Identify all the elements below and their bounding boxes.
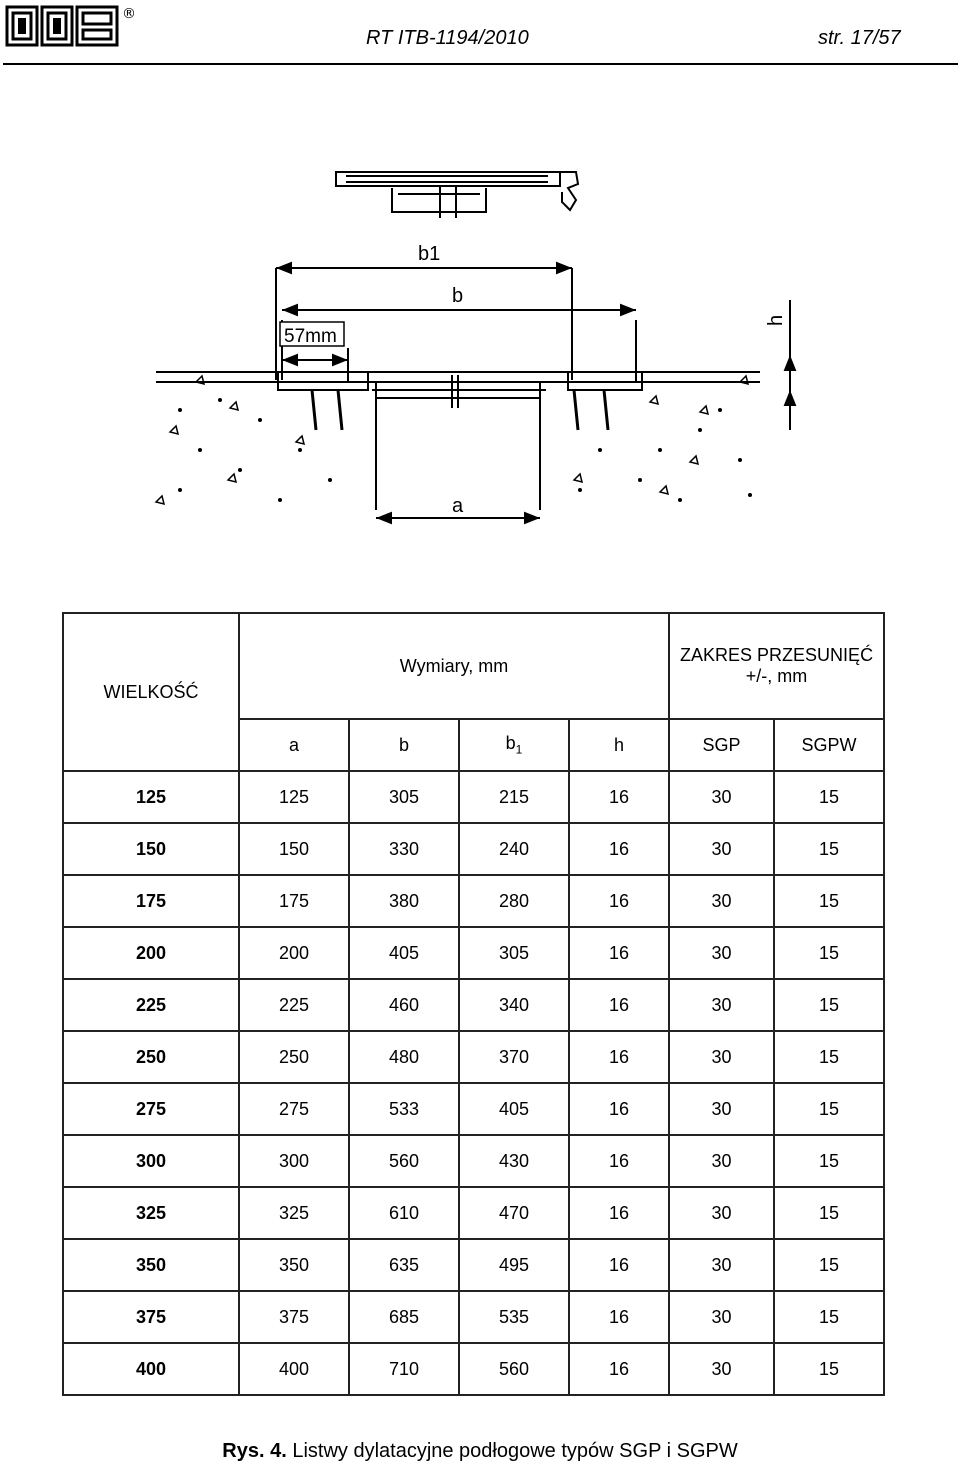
profile-top-view bbox=[336, 172, 560, 218]
value-cell: 350 bbox=[239, 1239, 349, 1291]
value-cell: 380 bbox=[349, 875, 459, 927]
value-cell: 340 bbox=[459, 979, 569, 1031]
value-cell: 635 bbox=[349, 1239, 459, 1291]
label-h: h bbox=[765, 314, 787, 326]
size-cell: 200 bbox=[63, 927, 239, 979]
value-cell: 15 bbox=[774, 927, 884, 979]
dimensions-table bbox=[62, 612, 885, 1396]
value-cell: 125 bbox=[239, 771, 349, 823]
value-cell: 30 bbox=[669, 1187, 774, 1239]
header-rule bbox=[3, 63, 958, 65]
value-cell: 470 bbox=[459, 1187, 569, 1239]
value-cell: 330 bbox=[349, 823, 459, 875]
value-cell: 15 bbox=[774, 1291, 884, 1343]
header-range: ZAKRES PRZESUNIĘĆ +/-, mm bbox=[669, 613, 884, 719]
technical-drawing bbox=[0, 150, 960, 550]
value-cell: 16 bbox=[569, 771, 669, 823]
value-cell: 275 bbox=[239, 1083, 349, 1135]
value-cell: 400 bbox=[239, 1343, 349, 1395]
value-cell: 370 bbox=[459, 1031, 569, 1083]
size-cell: 225 bbox=[63, 979, 239, 1031]
value-cell: 15 bbox=[774, 1031, 884, 1083]
value-cell: 16 bbox=[569, 1239, 669, 1291]
size-cell: 250 bbox=[63, 1031, 239, 1083]
size-cell: 325 bbox=[63, 1187, 239, 1239]
table-row bbox=[63, 1343, 884, 1395]
table-row bbox=[63, 979, 884, 1031]
value-cell: 405 bbox=[459, 1083, 569, 1135]
value-cell: 225 bbox=[239, 979, 349, 1031]
value-cell: 215 bbox=[459, 771, 569, 823]
value-cell: 495 bbox=[459, 1239, 569, 1291]
value-cell: 30 bbox=[669, 1343, 774, 1395]
value-cell: 305 bbox=[349, 771, 459, 823]
value-cell: 16 bbox=[569, 875, 669, 927]
size-cell: 275 bbox=[63, 1083, 239, 1135]
value-cell: 30 bbox=[669, 1083, 774, 1135]
page-number: str. 17/57 bbox=[818, 27, 901, 49]
value-cell: 240 bbox=[459, 823, 569, 875]
value-cell: 300 bbox=[239, 1135, 349, 1187]
value-cell: 610 bbox=[349, 1187, 459, 1239]
size-cell: 400 bbox=[63, 1343, 239, 1395]
subheader-b1: $b_1$ bbox=[459, 719, 569, 771]
page-header bbox=[0, 0, 960, 70]
value-cell: 685 bbox=[349, 1291, 459, 1343]
size-cell: 350 bbox=[63, 1239, 239, 1291]
caption-lead: Rys. 4. bbox=[222, 1440, 287, 1462]
table-row bbox=[63, 771, 884, 823]
value-cell: 16 bbox=[569, 927, 669, 979]
document-reference: RT ITB-1194/2010 bbox=[366, 27, 529, 49]
value-cell: 533 bbox=[349, 1083, 459, 1135]
value-cell: 480 bbox=[349, 1031, 459, 1083]
value-cell: 15 bbox=[774, 771, 884, 823]
header-dimensions: Wymiary, mm bbox=[239, 613, 669, 719]
value-cell: 405 bbox=[349, 927, 459, 979]
value-cell: 15 bbox=[774, 1187, 884, 1239]
value-cell: 30 bbox=[669, 1135, 774, 1187]
value-cell: 30 bbox=[669, 771, 774, 823]
value-cell: 16 bbox=[569, 1135, 669, 1187]
value-cell: 710 bbox=[349, 1343, 459, 1395]
table-row bbox=[63, 1291, 884, 1343]
table-row bbox=[63, 1239, 884, 1291]
size-cell: 150 bbox=[63, 823, 239, 875]
value-cell: 16 bbox=[569, 823, 669, 875]
subheader-b: b bbox=[349, 719, 459, 771]
subheader-a: a bbox=[239, 719, 349, 771]
value-cell: 535 bbox=[459, 1291, 569, 1343]
value-cell: 30 bbox=[669, 927, 774, 979]
value-cell: 560 bbox=[349, 1135, 459, 1187]
size-cell: 300 bbox=[63, 1135, 239, 1187]
table-row bbox=[63, 875, 884, 927]
value-cell: 30 bbox=[669, 979, 774, 1031]
value-cell: 15 bbox=[774, 875, 884, 927]
value-cell: 30 bbox=[669, 823, 774, 875]
value-cell: 325 bbox=[239, 1187, 349, 1239]
value-cell: 30 bbox=[669, 1031, 774, 1083]
value-cell: 16 bbox=[569, 1187, 669, 1239]
itb-logo bbox=[4, 4, 134, 48]
subheader-sgp: SGP bbox=[669, 719, 774, 771]
value-cell: 16 bbox=[569, 1031, 669, 1083]
label-a: a bbox=[452, 495, 464, 517]
table-row bbox=[63, 1135, 884, 1187]
table-body bbox=[63, 771, 884, 1395]
table-row bbox=[63, 1187, 884, 1239]
value-cell: 16 bbox=[569, 979, 669, 1031]
size-cell: 175 bbox=[63, 875, 239, 927]
table-row bbox=[63, 1083, 884, 1135]
label-b1: b1 bbox=[418, 243, 441, 265]
value-cell: 30 bbox=[669, 1239, 774, 1291]
size-cell: 125 bbox=[63, 771, 239, 823]
header-size: WIELKOŚĆ bbox=[63, 613, 239, 771]
value-cell: 175 bbox=[239, 875, 349, 927]
value-cell: 15 bbox=[774, 1343, 884, 1395]
value-cell: 15 bbox=[774, 1135, 884, 1187]
table-row bbox=[63, 823, 884, 875]
subheader-sgpw: SGPW bbox=[774, 719, 884, 771]
value-cell: 16 bbox=[569, 1291, 669, 1343]
value-cell: 16 bbox=[569, 1343, 669, 1395]
value-cell: 560 bbox=[459, 1343, 569, 1395]
table-row bbox=[63, 1031, 884, 1083]
value-cell: 30 bbox=[669, 1291, 774, 1343]
table-row bbox=[63, 927, 884, 979]
value-cell: 30 bbox=[669, 875, 774, 927]
registered-mark: ® bbox=[122, 6, 136, 22]
value-cell: 430 bbox=[459, 1135, 569, 1187]
value-cell: 460 bbox=[349, 979, 459, 1031]
value-cell: 200 bbox=[239, 927, 349, 979]
label-b: b bbox=[452, 285, 464, 307]
value-cell: 150 bbox=[239, 823, 349, 875]
value-cell: 15 bbox=[774, 1239, 884, 1291]
value-cell: 15 bbox=[774, 823, 884, 875]
figure-caption bbox=[0, 1440, 960, 1463]
value-cell: 15 bbox=[774, 1083, 884, 1135]
label-57mm: 57mm bbox=[284, 326, 337, 347]
value-cell: 375 bbox=[239, 1291, 349, 1343]
value-cell: 250 bbox=[239, 1031, 349, 1083]
value-cell: 280 bbox=[459, 875, 569, 927]
value-cell: 15 bbox=[774, 979, 884, 1031]
caption-text: Listwy dylatacyjne podłogowe typów SGP i SGPW bbox=[286, 1440, 738, 1462]
value-cell: 305 bbox=[459, 927, 569, 979]
size-cell: 375 bbox=[63, 1291, 239, 1343]
value-cell: 16 bbox=[569, 1083, 669, 1135]
subheader-h: h bbox=[569, 719, 669, 771]
